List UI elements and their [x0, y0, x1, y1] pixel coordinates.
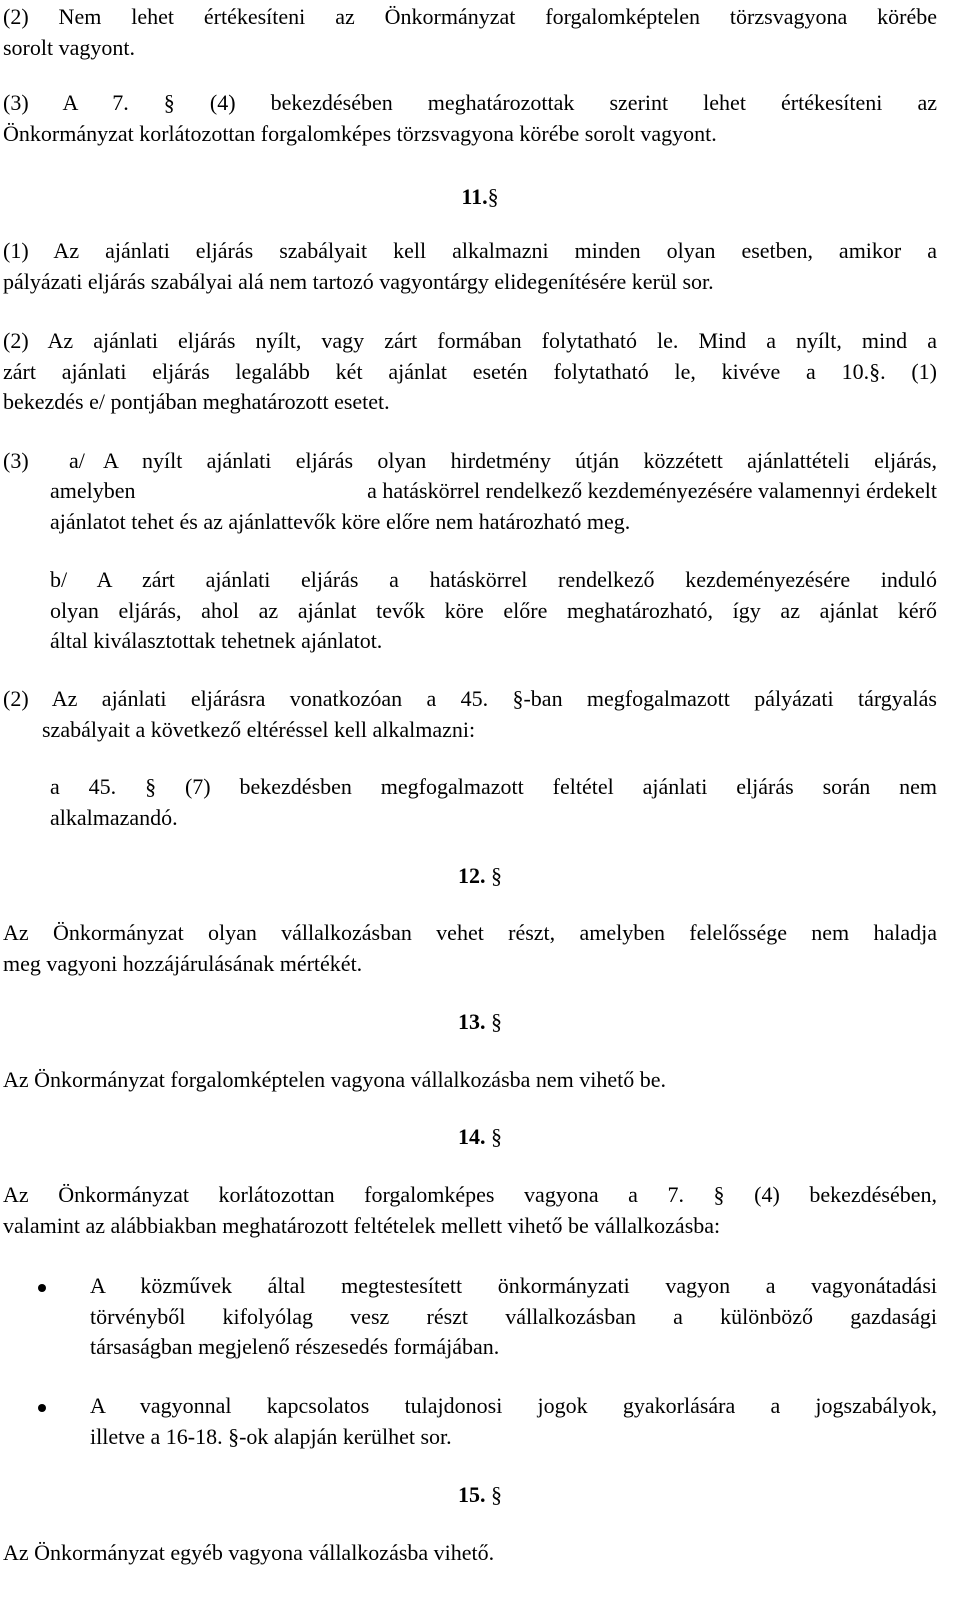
section-symbol: §	[487, 184, 499, 209]
paragraph-11-exception: a 45. § (7) bekezdésben megfogalmazott feltétel ajánlati eljárás során nem alkalmazandó.	[50, 774, 937, 830]
bullet-icon	[38, 1404, 46, 1412]
section-heading-15: 15. §	[458, 1482, 502, 1507]
paragraph-3-ertekesiteni: (3) A 7. § (4) bekezdésében meghatározottak szerint lehet értékesíteni az Önkormányzat korlátozottan forgalomképes törzsvagyona körébe sorolt vagyont.	[3, 90, 937, 146]
paragraph-11-3-b: b/ A zárt ajánlati eljárás a hatáskörrel rendelkező kezdeményezésére induló olyan eljárás, ahol az ajánlat tevők köre előre meghatározható, így az ajánlat kérő által kiválasztottak tehetnek ajánlatot.	[50, 567, 937, 653]
paragraph-11-3-label: (3)	[3, 448, 29, 473]
section-symbol: §	[491, 1482, 502, 1507]
paragraph-15: Az Önkormányzat egyéb vagyona vállalkozásba vihető.	[3, 1540, 495, 1565]
paragraph-11-1: (1) Az ajánlati eljárás szabályait kell alkalmazni minden olyan esetben, amikor a pályázati eljárás szabályai alá nem tartozó vagyontárgy elidegenítésére kerül sor.	[3, 238, 937, 294]
paragraph-11-3-a-line3: ajánlatot tehet és az ajánlattevők köre előre nem határozható meg.	[50, 509, 631, 534]
paragraph-2-nem-lehet: (2) Nem lehet értékesíteni az Önkormányzat forgalomképtelen törzsvagyona körébe sorolt vagyont.	[3, 4, 937, 60]
bullet-icon	[38, 1284, 46, 1292]
paragraph-11-3-a-label: a/	[69, 448, 85, 473]
section-symbol: §	[491, 863, 502, 888]
paragraph-12: Az Önkormányzat olyan vállalkozásban vehet részt, amelyben felelőssége nem haladja meg vagyoni hozzájárulásának mértékét.	[3, 920, 937, 976]
section-heading-13: 13. §	[458, 1009, 502, 1034]
paragraph-11-3-a-line1: A nyílt ajánlati eljárás olyan hirdetmény útján közzétett ajánlattételi eljárás,	[103, 448, 937, 473]
paragraph-13: Az Önkormányzat forgalomképtelen vagyona vállalkozásba nem vihető be.	[3, 1067, 667, 1092]
paragraph-14: Az Önkormányzat korlátozottan forgalomképes vagyona a 7. § (4) bekezdésében, valamint az alábbiakban meghatározott feltételek mellett vihető be vállalkozásba:	[3, 1182, 937, 1238]
paragraph-11-3-a-line2: amelyben a hatáskörrel rendelkező kezdeményezésére valamennyi érdekelt	[50, 478, 937, 503]
section-symbol: §	[491, 1124, 502, 1149]
paragraph-11-2: (2) Az ajánlati eljárás nyílt, vagy zárt formában folytatható le. Mind a nyílt, mind a zárt ajánlati eljárás legalább két ajánlat esetén folytatható le, kivéve a 10.§. (1) bekezdés e/ pontjában meghatározott esetet.	[3, 328, 937, 414]
section-symbol: §	[491, 1009, 502, 1034]
document-page: (2) Nem lehet értékesíteni az Önkormányzat forgalomképtelen törzsvagyona körébe sorolt vagyont. (3) A 7. § (4) bekezdésében meghatározottak szerint lehet értékesíteni az Önkormányzat korlátozottan forgalomképes törzsvagyona körébe sorolt vagyont. 11.§ (1) Az ajánlati eljárás szabályait kell alkalmazni minden olyan esetben, amikor a pályázati eljárás szabályai alá nem tartozó vagyontárgy elidegenítésére kerül sor. (2) Az ajánlati eljárás nyílt, vagy zárt formában folytatható le. Mind a nyílt, mind a zárt ajánlati eljárás legalább két ajánlat esetén folytatható le, kivéve a 10.§. (1) bekezdés e/ pontjában meghatározott esetet. (3) a/ A nyílt ajánlati eljárás olyan hirdetmény útján közzétett ajánlattételi eljárás, amelyben a hatáskörrel rendelkező kezdeményezésére valamennyi érdekelt ajánlatot tehet és az ajánlattevők köre előre nem határozható meg. b/ A zárt ajánlati eljárás a hatáskörrel rendelkező kezdeményezésére induló olyan eljárás, ahol az ajánlat tevők köre előre meghatározható, így az ajánlat kérő által kiválasztottak tehetnek ajánlatot. (2) Az ajánlati eljárásra vonatkozóan a 45. §-ban megfogalmazott pályázati tárgyalás szabályait a következő eltéréssel kell alkalmazni: a 45. § (7) bekezdésben megfogalmazott feltétel ajánlati eljárás során nem alkalmazandó. 12. § Az Önkormányzat olyan vállalkozásban vehet részt, amelyben felelőssége nem haladja meg vagyoni hozzájárulásának mértékét. 13. § Az Önkormányzat forgalomképtelen vagyona vállalkozásba nem vihető be. 14. § Az Önkormányzat korlátozottan forgalomképes vagyona a 7. § (4) bekezdésében, valamint az alábbiakban meghatározott feltételek mellett vihető be vállalkozásba: A közművek által megtestesített önkormányzati vagyon a vagyonátadási törvényből kifolyólag vesz részt vállalkozásban a különböző gazdasági társaságban megjelenő részesedés formájában. A vagyonnal kapcsolatos tulajdonosi jogok gyakorlására a jogszabályok, illetve a 16-18. §-ok alapján kerülhet sor. 15. § Az Önkormányzat egyéb vagyona vállalkozásba vihető.	[0, 0, 960, 1600]
section-heading-11: 11.§	[461, 184, 499, 209]
paragraph-11-2b: (2) Az ajánlati eljárásra vonatkozóan a 45. §-ban megfogalmazott pályázati tárgyalás szabályait a következő eltéréssel kell alkalmazni:	[3, 686, 937, 742]
section-heading-12: 12. §	[458, 863, 502, 888]
section-heading-14: 14. §	[458, 1124, 502, 1149]
